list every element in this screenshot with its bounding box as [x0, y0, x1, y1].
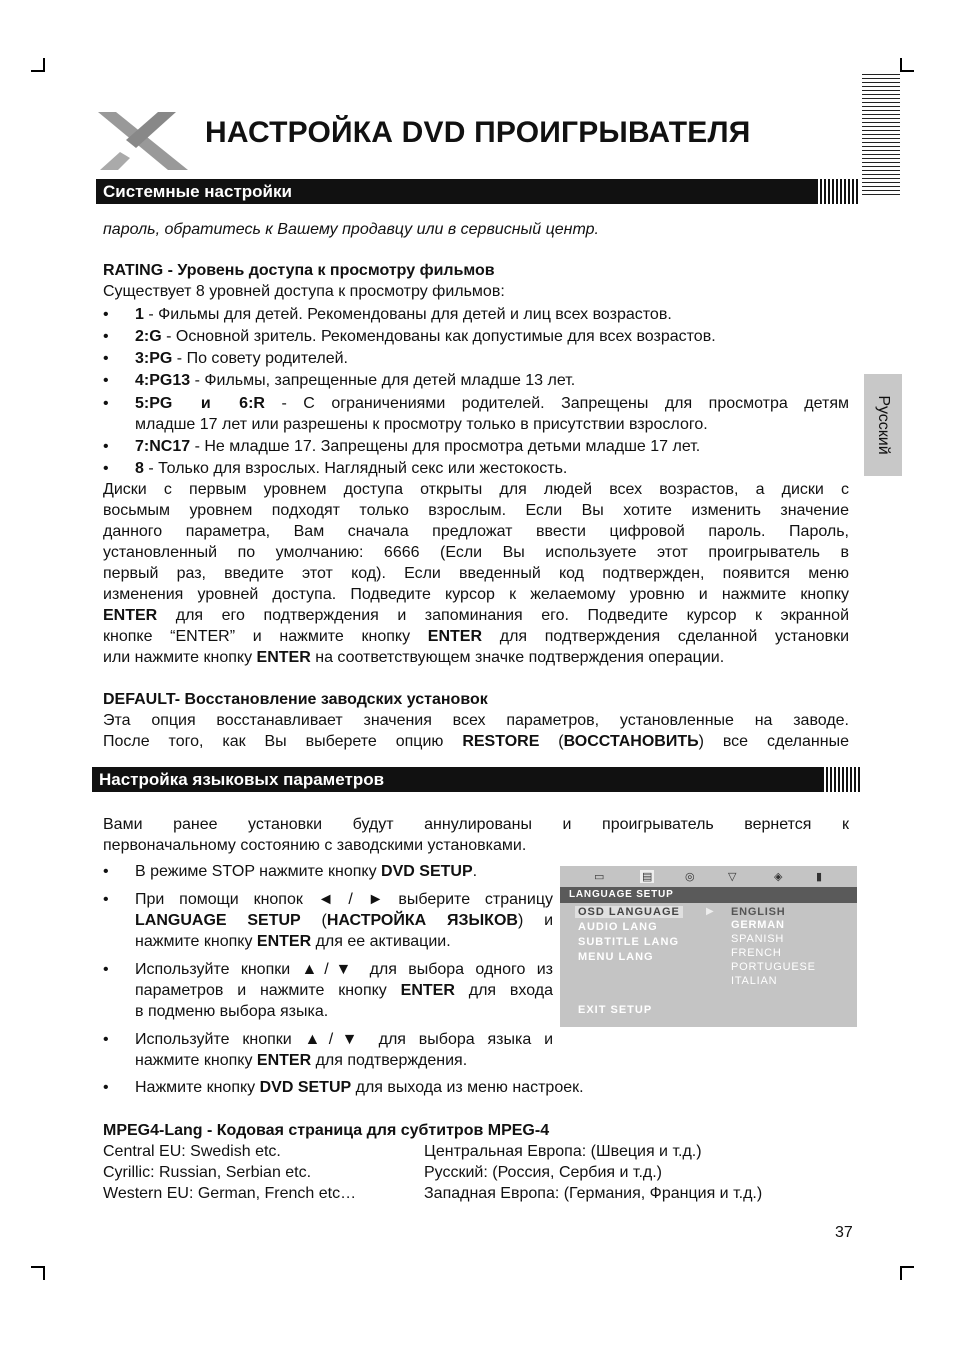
osd-option: ENGLISH	[731, 906, 786, 918]
bullet: •	[103, 460, 109, 477]
mpeg-row-left: Central EU: Swedish etc.	[103, 1143, 281, 1160]
intro-text: пароль, обратитесь к Вашему продавцу или в сервисный центр.	[103, 221, 599, 238]
language-icon: ▤	[642, 871, 653, 883]
osd-option: SPANISH	[731, 933, 785, 945]
speaker-icon: ▮	[816, 871, 823, 883]
list-item-cont: в подменю выбора языка.	[135, 1003, 329, 1020]
osd-icon-bar	[560, 866, 857, 887]
bullet: •	[103, 1031, 109, 1048]
list-item: При помощи кнопок ◄ / ► выберите страницу	[135, 891, 553, 908]
paragraph-line: установленный по умолчанию: 6666 (Если Вы используете этот проигрыватель в	[103, 544, 849, 561]
osd-option: PORTUGUESE	[731, 961, 816, 973]
osd-item-subtitle-lang: SUBTITLE LANG	[578, 936, 679, 948]
page-number: 37	[835, 1224, 853, 1241]
audio-icon: ◈	[774, 871, 783, 883]
disc-icon: ◎	[685, 871, 695, 883]
language-side-tab: Русский	[864, 374, 902, 476]
bullet: •	[103, 328, 109, 345]
list-item: 7:NC17 - Не младше 17. Запрещены для просмотра детьми младше 17 лет.	[135, 438, 701, 455]
osd-item-osd-language: OSD LANGUAGE	[578, 906, 683, 918]
rating-heading: RATING - Уровень доступа к просмотру фильмов	[103, 262, 495, 279]
brand-x-logo-icon	[96, 108, 196, 174]
list-item-cont: нажмите кнопку ENTER для подтверждения.	[135, 1052, 468, 1069]
paragraph-line: восьмым уровнем подходят только взрослым. Если Вы хотите изменить значение	[103, 502, 849, 519]
list-item: 3:PG - По совету родителей.	[135, 350, 348, 367]
paragraph-line: Вами ранее установки будут аннулированы и проигрыватель вернется к	[103, 816, 849, 833]
bullet: •	[103, 395, 109, 412]
list-item: Нажмите кнопку DVD SETUP для выхода из меню настроек.	[135, 1079, 584, 1096]
list-item: 8 - Только для взрослых. Наглядный секс или жестокость.	[135, 460, 568, 477]
rating-intro: Существует 8 уровней доступа к просмотру фильмов:	[103, 283, 505, 300]
osd-exit-setup: EXIT SETUP	[578, 1004, 653, 1016]
list-item-cont: младше 17 лет или разрешены к просмотру только в присутствии взрослого.	[135, 416, 708, 433]
list-item: В режиме STOP нажмите кнопку DVD SETUP.	[135, 863, 478, 880]
edge-stripes	[862, 74, 900, 198]
list-item-cont: LANGUAGE SETUP (НАСТРОЙКА ЯЗЫКОВ) и	[135, 912, 554, 929]
crop-mark	[900, 1266, 902, 1280]
paragraph-line: или нажмите кнопку ENTER на соответствующем значке подтверждения операции.	[103, 649, 725, 666]
crop-mark	[43, 1266, 45, 1280]
osd-option: ITALIAN	[731, 975, 778, 987]
osd-header: LANGUAGE SETUP	[560, 887, 857, 903]
mpeg-heading: MPEG4-Lang - Кодовая страница для субтитров MPEG-4	[103, 1122, 550, 1139]
mpeg-row-left: Western EU: German, French etc…	[103, 1185, 357, 1202]
list-item: 4:PG13 - Фильмы, запрещенные для детей младше 13 лет.	[135, 372, 576, 389]
paragraph-line: кнопке “ENTER” и нажмите кнопку ENTER для подтверждения сделанной установки	[103, 628, 850, 645]
paragraph-line: первоначальному состоянию с заводскими установками.	[103, 837, 527, 854]
list-item: Используйте кнопки ▲/▼ для выбора одного из	[135, 961, 553, 978]
bullet: •	[103, 961, 109, 978]
paragraph-line: ENTER для его подтверждения и запоминания его. Подведите курсор к экранной	[103, 607, 849, 624]
paragraph-line: изменения уровней доступа. Подведите курсор к желаемому уровню и нажмите кнопку	[103, 586, 849, 603]
crop-mark	[900, 1266, 914, 1268]
bullet: •	[103, 372, 109, 389]
bullet: •	[103, 891, 109, 908]
list-item-cont: параметров и нажмите кнопку ENTER для входа	[135, 982, 554, 999]
paragraph-line: первый раз, введите этот код). Если введенный код подтвержден, появится меню	[103, 565, 849, 582]
bullet: •	[103, 863, 109, 880]
header-stripe	[816, 179, 860, 204]
bullet: •	[103, 306, 109, 323]
crop-mark	[31, 70, 45, 72]
list-item-cont: нажмите кнопку ENTER для ее активации.	[135, 933, 451, 950]
mpeg-row-right: Центральная Европа: (Швеция и т.д.)	[424, 1143, 702, 1160]
bullet: •	[103, 1079, 109, 1096]
pc-icon: ▭	[594, 871, 605, 883]
section-header-system: Системные настройки	[96, 179, 816, 204]
paragraph-line: Эта опция восстанавливает значения всех параметров, установленные на заводе.	[103, 712, 849, 729]
osd-arrow-icon: ▶	[706, 906, 714, 917]
video-icon: ▽	[728, 871, 737, 883]
default-heading: DEFAULT- Восстановление заводских установок	[103, 691, 488, 708]
list-item: 2:G - Основной зритель. Рекомендованы как допустимые для всех возрастов.	[135, 328, 716, 345]
paragraph-line: После того, как Вы выберете опцию RESTORE (ВОССТАНОВИТЬ) все сделанные	[103, 733, 849, 750]
mpeg-row-right: Русский: (Россия, Сербия и т.д.)	[424, 1164, 662, 1181]
osd-language-menu	[560, 866, 857, 1027]
osd-option: GERMAN	[731, 919, 785, 931]
list-item: 1 - Фильмы для детей. Рекомендованы для детей и лиц всех возрастов.	[135, 306, 672, 323]
section-header-language: Настройка языковых параметров	[92, 767, 822, 792]
paragraph-line: Диски с первым уровнем доступа открыты для людей всех возрастов, а диски с	[103, 481, 849, 498]
osd-item-menu-lang: MENU LANG	[578, 951, 654, 963]
osd-option: FRENCH	[731, 947, 782, 959]
paragraph-line: данного параметра, Вам сначала предложат ввести цифровой пароль. Пароль,	[103, 523, 849, 540]
bullet: •	[103, 438, 109, 455]
crop-mark	[31, 1266, 45, 1268]
crop-mark	[900, 70, 914, 72]
page-title: НАСТРОЙКА DVD ПРОИГРЫВАТЕЛЯ	[205, 116, 751, 149]
osd-item-audio-lang: AUDIO LANG	[578, 921, 658, 933]
mpeg-row-right: Западная Европа: (Германия, Франция и т.д.)	[424, 1185, 763, 1202]
header-stripe	[822, 767, 860, 792]
mpeg-row-left: Cyrillic: Russian, Serbian etc.	[103, 1164, 312, 1181]
list-item: Используйте кнопки ▲/▼ для выбора языка и	[135, 1031, 553, 1048]
bullet: •	[103, 350, 109, 367]
list-item: 5:PG и 6:R - С ограничениями родителей. Запрещены для просмотра детям	[135, 395, 849, 412]
